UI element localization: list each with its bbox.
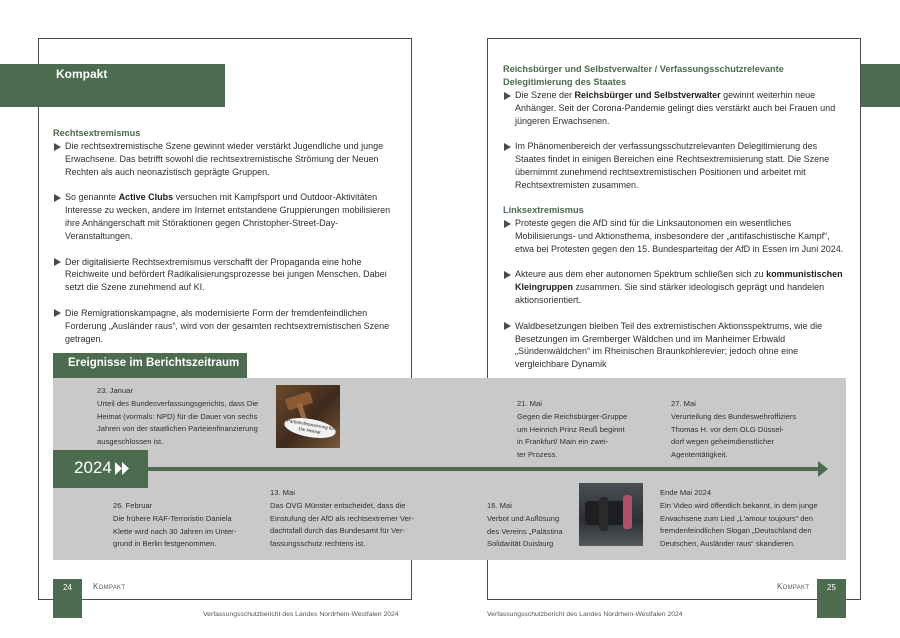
footer-left: Verfassungsschutzbericht des Landes Nordrhein-Westfalen 2024 [203, 611, 399, 618]
year-label: 2024 [74, 458, 112, 477]
event-may-21: 21. Mai Gegen die Reichsbürger-Gruppe um Heinrich Prinz Reuß beginnt in Frankfurt/ Main ein zwei- ter Prozess. [517, 399, 628, 460]
running-head-right: Kompakt [777, 582, 810, 591]
event-may-16: 16. Mai Verbot und Auflösung des Vereins „Palästina Solidarität Duisburg [487, 501, 563, 549]
year-box [53, 450, 148, 488]
event-may-13: 13. Mai Das OVG Münster entscheidet, dass die Einstufung der AfD als rechtsextremer Ver- dachtsfall durch das Bundesamt für Ver- fassungsschutz rechtens ist. [270, 488, 414, 549]
reichsbuerger-heading: Reichsbürger und Selbstverwalter / Verfassungsschutzrelevante Delegitimierung des Staates [503, 64, 784, 87]
list-item: Die Szene der Reichsbürger und Selbstverwalter gewinnt weiterhin neue Anhänger. Seit der Corona-Pandemie gelingt dies verstärkt auch bei Frauen und jüngeren Erwachsenen. [503, 89, 845, 128]
linksextremismus-heading: Linksextremismus [503, 205, 584, 215]
events-heading: Ereignisse im Berichtszeitraum [68, 357, 240, 369]
event-end-may: Ende Mai 2024 Ein Video wird öffentlich bekannt, in dem junge Erwachsene zum Lied „L'amour toujours“ den fremdenfeindlichen Slogan „Deutschland den Deutschen, Ausländer raus“ skandieren. [660, 488, 818, 549]
left-accent-bar [0, 64, 38, 107]
fast-forward-icon [115, 462, 129, 475]
event-jan-23: 23. Januar Urteil des Bundesverfassungsgerichts, dass Die Heimat (vormals: NPD) für die Dauer von sechs Jahren von der staatlichen Parteienfinanzierung ausgeschlossen ist. [97, 386, 259, 447]
list-item: Die Remigrationskampagne, als modernisierte Form der fremdenfeindlichen Forderung „Ausländer raus“, wird von der gesamten rechtsextremistischen Szene getragen. [53, 307, 396, 346]
car-photo [579, 483, 643, 546]
kompakt-tab [38, 64, 225, 107]
list-item: Der digitalisierte Rechtsextremismus verschafft der Propaganda eine hohe Reichweite und befördert Radikalisierungsprozesse bei jungen Menschen. Dabei setzt die Szene zunehmend auf KI. [53, 256, 396, 295]
events-heading-box [53, 353, 247, 378]
event-feb-26: 26. Februar Die frühere RAF-Terroristin Daniela Klette wird nach 30 Jahren im Unter- grund in Berlin festgenommen. [113, 501, 237, 549]
footer-right: Verfassungsschutzbericht des Landes Nordrhein-Westfalen 2024 [487, 611, 683, 618]
page-number-right: 25 [817, 579, 846, 618]
page-number-left: 24 [53, 579, 82, 618]
list-item: So genannte Active Clubs versuchen mit Kampfsport und Outdoor-Aktivitäten Interesse zu wecken, andere im Internet entstandene Gruppierungen mobilisieren ihre Anhängerschaft mit Störaktionen gegen Christopher-Street-Day-Veranstaltungen. [53, 191, 396, 243]
list-item: Im Phänomenbereich der verfassungsschutzrelevanten Delegitimierung des Staates findet in einigen Bereichen eine Rechtsextremisierung statt. Die Szene übernimmt zunehmend rechtsextremistischen Positionen und arbeitet mit Rechtsextremisten zusammen. [503, 140, 845, 192]
kompakt-title: Kompakt [56, 67, 108, 81]
rechtsextremismus-heading: Rechtsextremismus [53, 128, 141, 138]
list-item: Akteure aus dem eher autonomen Spektrum schließen sich zu kommunistischen Kleingruppen zusammen. Sie sind stärker ideologisch geprägt und handelen aktionsorientiert. [503, 268, 845, 307]
reichsbuerger-list [503, 89, 845, 205]
right-accent-bar [861, 64, 900, 107]
photo-label-paper: Parteienfinanzierung für Die Heimat [283, 415, 337, 442]
timeline-arrowhead-icon [818, 461, 828, 477]
gavel-photo [276, 385, 340, 448]
running-head-left: Kompakt [93, 582, 126, 591]
list-item: Waldbesetzungen bleiben Teil des extremistischen Aktionsspektrums, wie die Besetzungen im Gremberger Wäldchen und im Manheimer Erbwald „Sündenwäldchen“ im Rheinischen Braunkohlerevier; jedoch ohne eine vergleichbare Dynamik [503, 320, 845, 372]
event-may-27: 27. Mai Verurteilung des Bundeswehroffiziers Thomas H. vor dem OLG Düssel- dorf wegen geheimdienstlicher Agententätigkeit. [671, 399, 797, 460]
list-item: Proteste gegen die AfD sind für die Linksautonomen ein wesentliches Mobilisierungs- und Aktionsthema, insbesondere der „antifaschistische Kampf“, etwa bei Protesten gegen den 15. Bundesparteitag der AfD in Essen im Juni 2024. [503, 217, 845, 256]
list-item: Die rechtsextremistische Szene gewinnt wieder verstärkt Jugendliche und junge Erwachsene. Das betrifft sowohl die rechtsextremistische Strömung der Neuen Rechten als auch neonazistisch geprägte Gruppen. [53, 140, 396, 179]
linksextremismus-list [503, 217, 845, 384]
rechtsextremismus-list [53, 140, 396, 358]
timeline-line [140, 467, 821, 471]
